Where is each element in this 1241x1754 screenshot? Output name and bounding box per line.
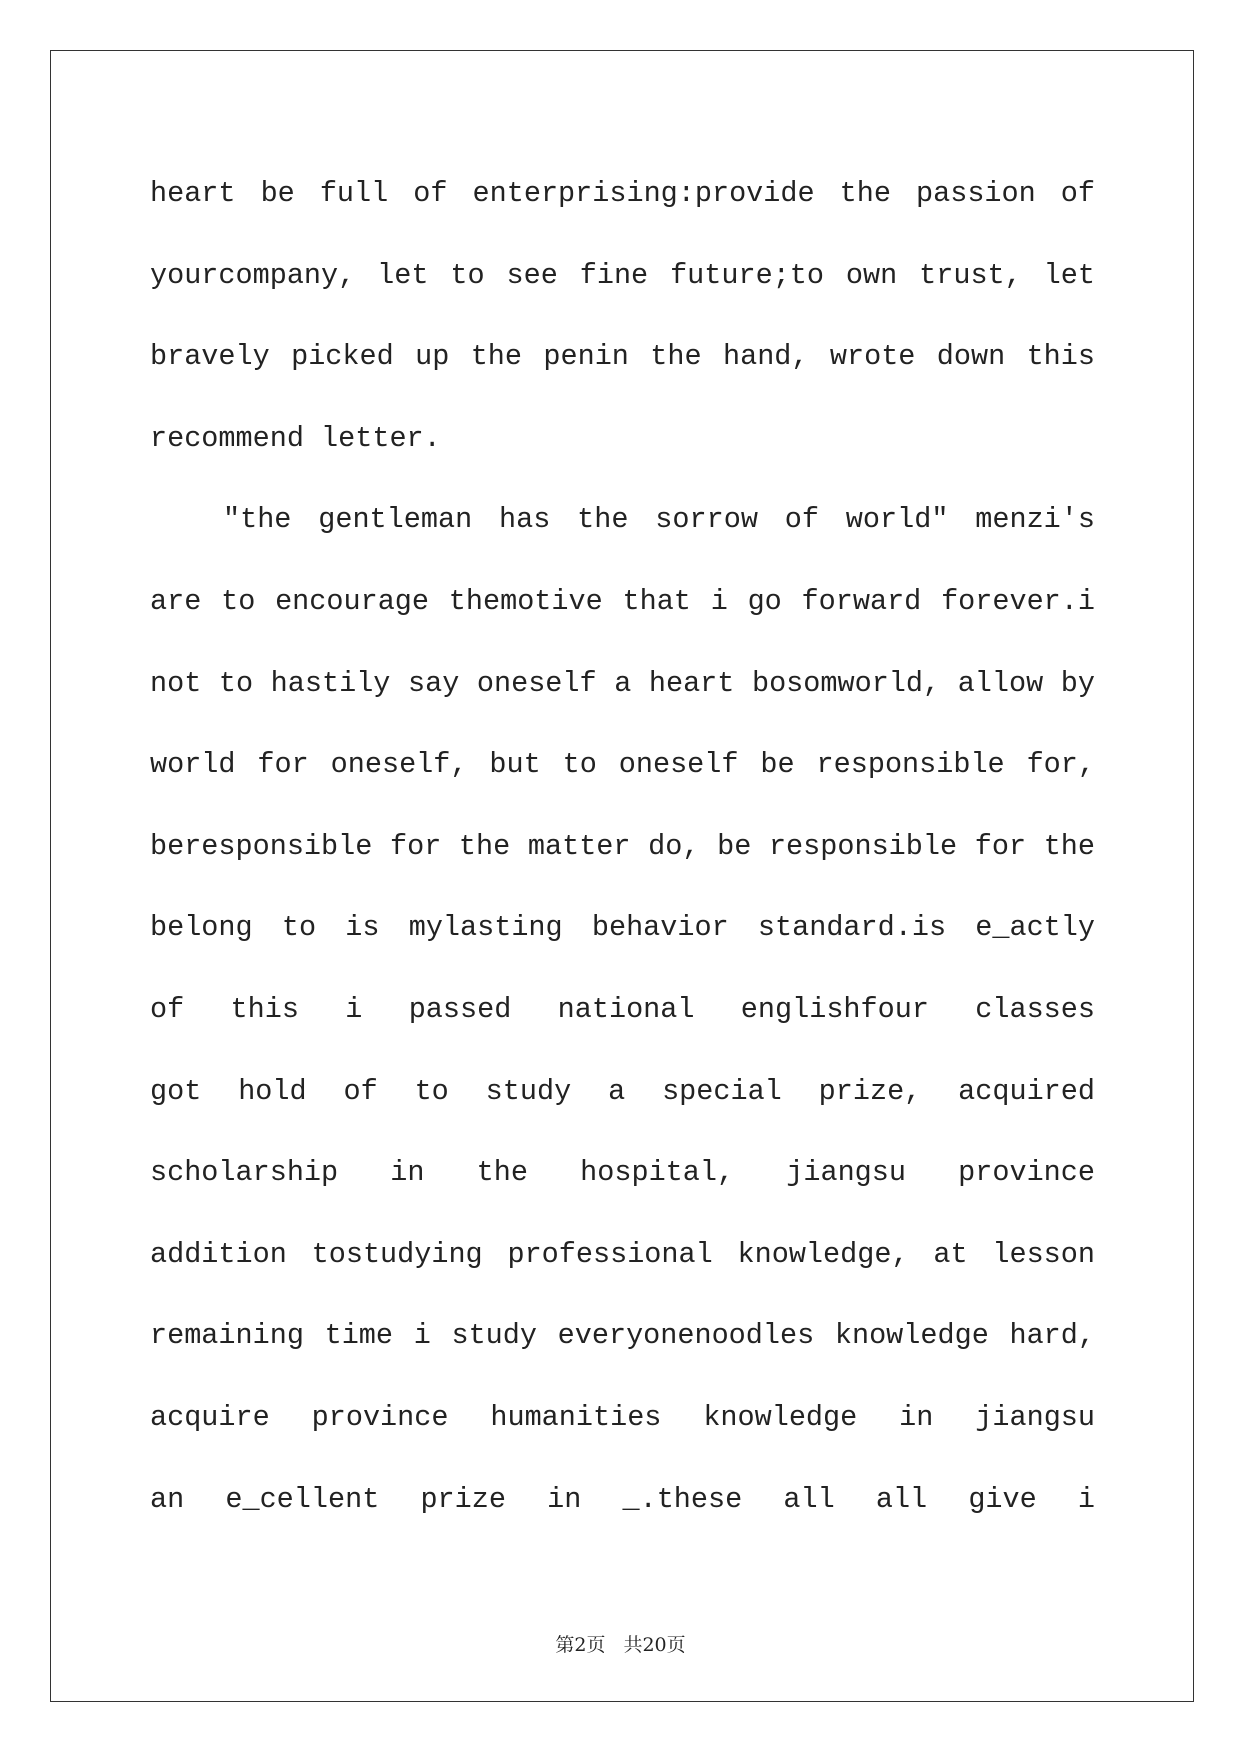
text-line: of this i passed national englishfour classes (150, 992, 1095, 1026)
text-line: belong to is mylasting behavior standard.is e_actly (150, 911, 1095, 945)
page-total: 共20页 (623, 1634, 686, 1656)
text-line: "the gentleman has the sorrow of world" menzi's (223, 503, 1095, 537)
text-line: beresponsible for the matter do, be responsible for the (150, 829, 1095, 863)
page-footer (0, 1630, 1241, 1657)
text-line: acquire province humanities knowledge in jiangsu (150, 1400, 1095, 1434)
text-line: scholarship in the hospital, jiangsu province (150, 1156, 1095, 1190)
text-line: recommend letter. (150, 421, 441, 455)
text-line: an e_cellent prize in _.these all all give i (150, 1482, 1095, 1516)
text-line: heart be full of enterprising:provide the passion of (150, 177, 1095, 210)
text-line: yourcompany, let to see fine future;to own trust, let (150, 258, 1095, 292)
text-line: got hold of to study a special prize, acquired (150, 1074, 1095, 1108)
text-line: addition tostudying professional knowledge, at lesson (150, 1237, 1095, 1271)
page-number: 第2页 (555, 1634, 606, 1656)
text-line: world for oneself, but to oneself be responsible for, (150, 748, 1095, 782)
text-line: are to encourage themotive that i go forward forever.i (150, 584, 1095, 618)
text-line: bravely picked up the penin the hand, wrote down this (150, 340, 1095, 374)
text-line: remaining time i study everyonenoodles knowledge hard, (150, 1319, 1095, 1353)
text-line: not to hastily say oneself a heart bosomworld, allow by (150, 666, 1095, 700)
document-body (150, 153, 1095, 1540)
